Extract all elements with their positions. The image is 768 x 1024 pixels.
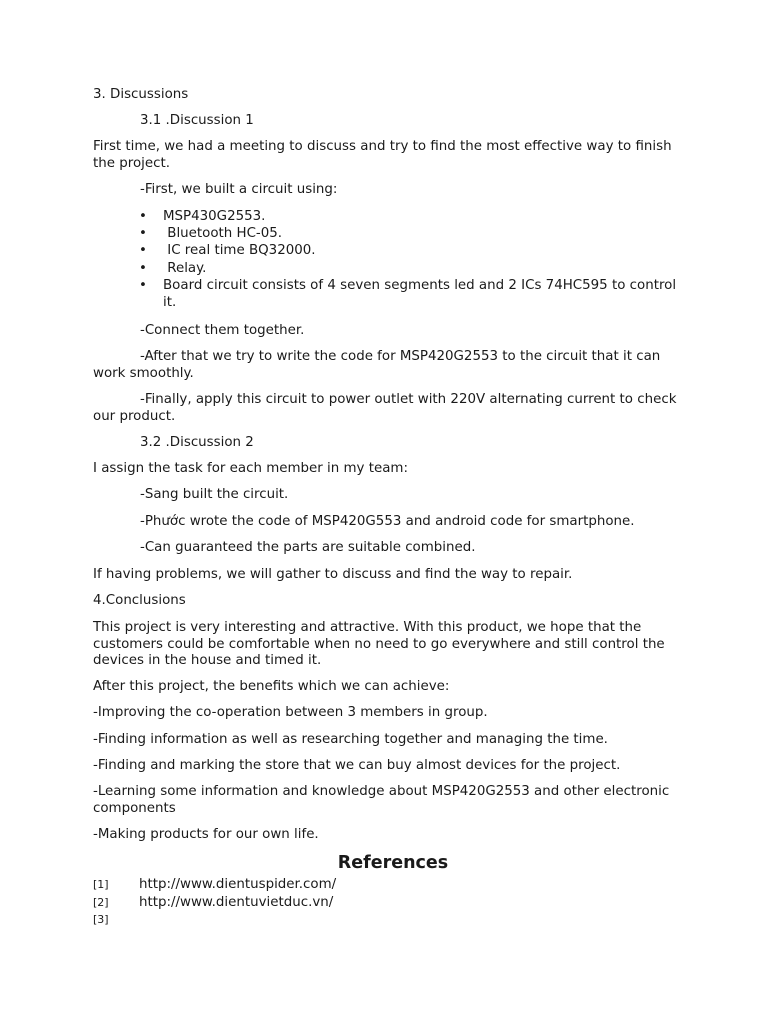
- task-can: -Can guaranteed the parts are suitable combined.: [140, 540, 476, 555]
- assign-line: I assign the task for each member in my team:: [93, 461, 408, 476]
- list-item: • IC real time BQ32000.: [139, 243, 316, 259]
- component-list: [139, 208, 679, 311]
- benefits-intro: After this project, the benefits which we can achieve:: [93, 679, 450, 694]
- reference-url[interactable]: http://www.dientuvietduc.vn/: [139, 895, 334, 910]
- list-item: • Bluetooth HC-05.: [139, 226, 283, 242]
- bullet-icon: •: [139, 260, 147, 276]
- heading-conclusions: 4.Conclusions: [93, 593, 186, 608]
- bullet-icon: •: [139, 277, 147, 293]
- discussion1-intro: First time, we had a meeting to discuss and try to find the most effective way to finish the project.: [93, 139, 672, 171]
- built-circuit-line: -First, we built a circuit using:: [140, 182, 338, 197]
- reference-item: [93, 877, 336, 894]
- list-item: • Relay.: [139, 260, 207, 276]
- reference-number: [3]: [93, 913, 109, 926]
- benefit-3: -Finding and marking the store that we can buy almost devices for the project.: [93, 758, 621, 773]
- reference-item: [93, 912, 139, 929]
- references-title: References: [337, 853, 449, 873]
- benefit-5: -Making products for our own life.: [93, 827, 319, 842]
- heading-discussion-2: 3.2 .Discussion 2: [140, 435, 254, 450]
- list-item: • MSP430G2553.: [139, 209, 266, 224]
- finally-para: -Finally, apply this circuit to power outlet with 220V alternating current to check our product.: [93, 392, 677, 424]
- connect-line: -Connect them together.: [140, 323, 305, 338]
- task-phuoc: -Phước wrote the code of MSP420G553 and android code for smartphone.: [140, 514, 635, 529]
- reference-number: [1]: [93, 878, 109, 891]
- bullet-icon: •: [139, 243, 147, 259]
- task-sang: -Sang built the circuit.: [140, 487, 289, 502]
- bullet-icon: •: [139, 209, 147, 224]
- reference-item: [93, 895, 333, 912]
- benefit-2: -Finding information as well as researching together and managing the time.: [93, 732, 608, 747]
- reference-url[interactable]: http://www.dientuspider.com/: [139, 877, 337, 892]
- list-item: • Board circuit consists of 4 seven segments led and 2 ICs 74HC595 to control it.: [139, 277, 677, 311]
- problems-line: If having problems, we will gather to discuss and find the way to repair.: [93, 567, 573, 582]
- after-that-para: -After that we try to write the code for MSP420G2553 to the circuit that it can work smoothly.: [93, 349, 661, 381]
- benefit-1: -Improving the co-operation between 3 members in group.: [93, 705, 488, 720]
- heading-discussion-1: 3.1 .Discussion 1: [140, 113, 254, 128]
- heading-discussions: 3. Discussions: [93, 87, 189, 102]
- bullet-icon: •: [139, 226, 147, 242]
- reference-number: [2]: [93, 896, 109, 909]
- benefit-4: -Learning some information and knowledge about MSP420G2553 and other electronic components: [93, 784, 670, 816]
- conclusion-para: This project is very interesting and attractive. With this product, we hope that the customers could be comfortable when no need to go everywhere and still control the devices in the house and timed it.: [93, 620, 665, 668]
